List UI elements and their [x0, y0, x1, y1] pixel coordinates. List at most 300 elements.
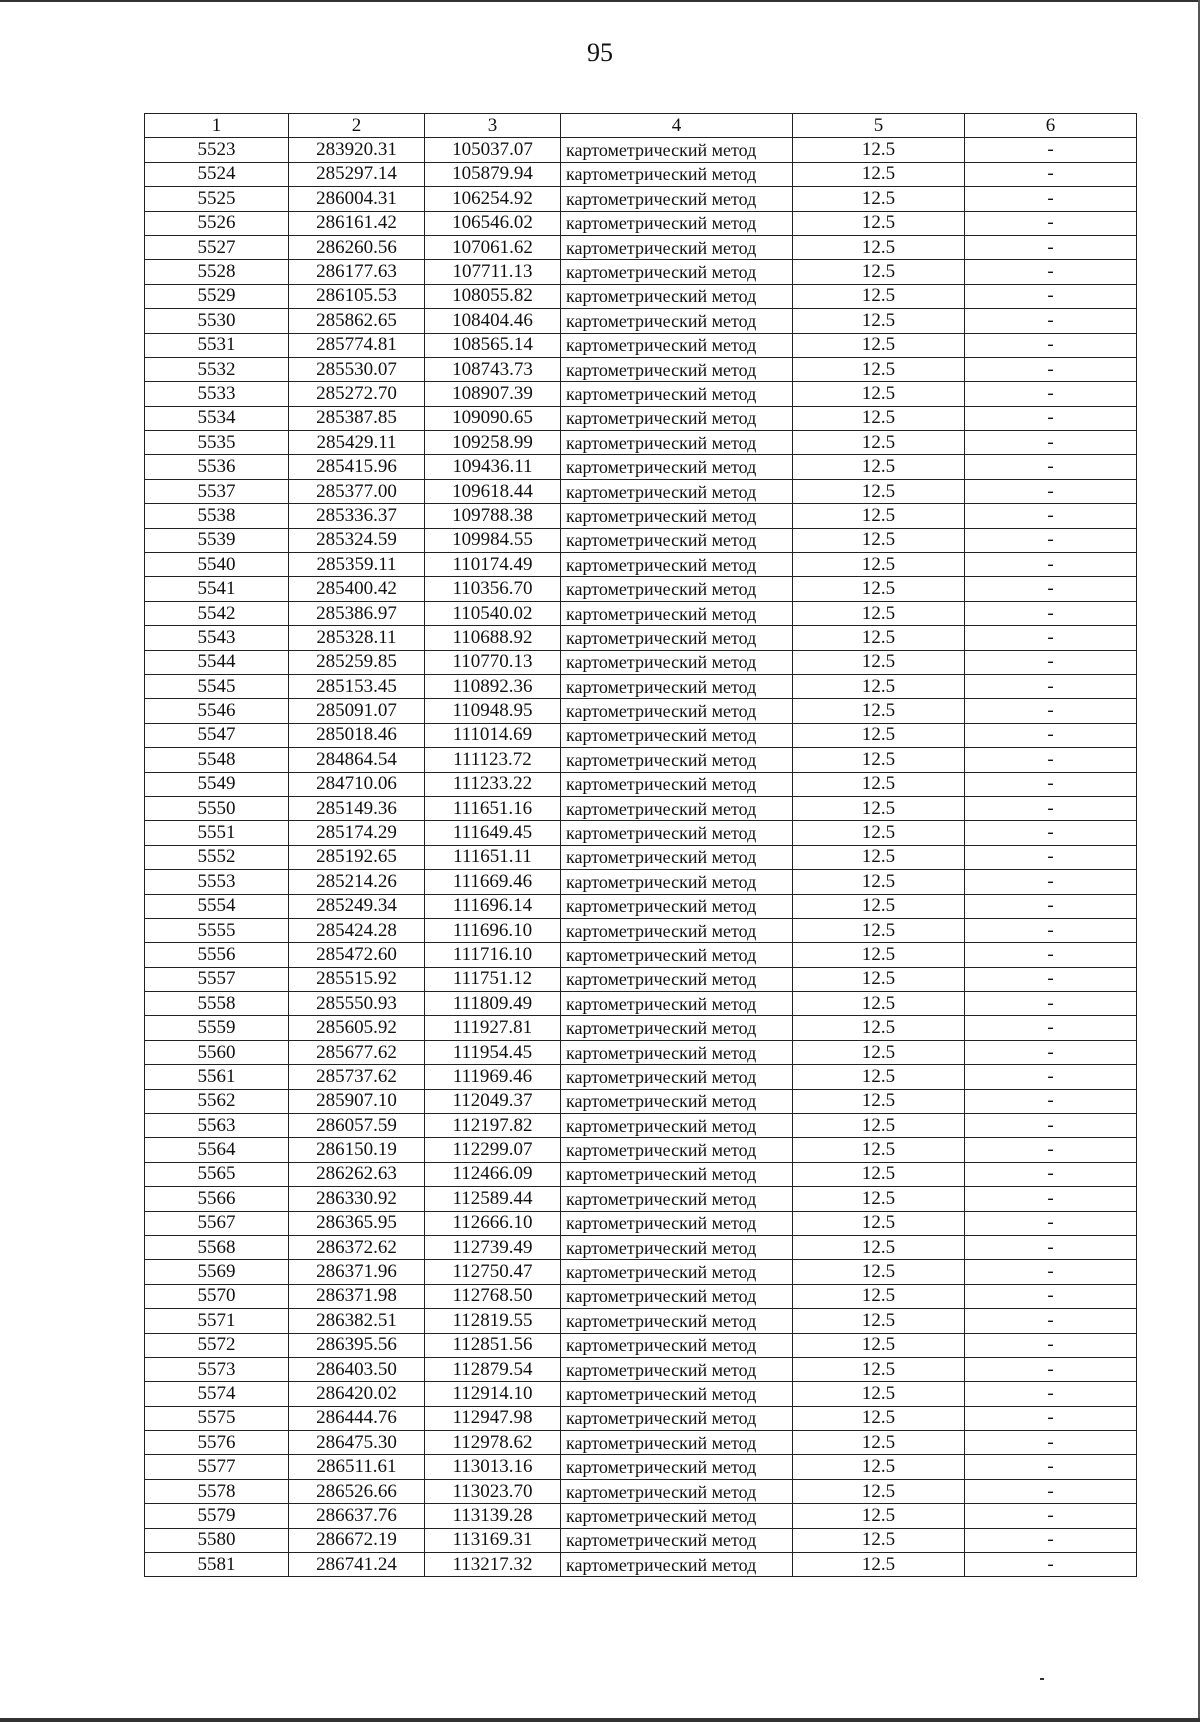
point-number-cell: 5581 — [145, 1553, 289, 1577]
note-cell: - — [965, 772, 1137, 796]
table-row — [145, 553, 1137, 577]
accuracy-cell: 12.5 — [793, 1357, 965, 1381]
note-cell: - — [965, 1114, 1137, 1138]
accuracy-cell: 12.5 — [793, 1187, 965, 1211]
y-coordinate-cell: 113217.32 — [425, 1553, 561, 1577]
x-coordinate-cell: 285472.60 — [289, 943, 425, 967]
table-row — [145, 1333, 1137, 1357]
point-number-cell: 5545 — [145, 674, 289, 698]
y-coordinate-cell: 105879.94 — [425, 162, 561, 186]
note-cell: - — [965, 1211, 1137, 1235]
x-coordinate-cell: 285149.36 — [289, 796, 425, 820]
accuracy-cell: 12.5 — [793, 1333, 965, 1357]
y-coordinate-cell: 112750.47 — [425, 1260, 561, 1284]
y-coordinate-cell: 111651.11 — [425, 845, 561, 869]
method-cell: картометрический метод — [561, 431, 793, 455]
accuracy-cell: 12.5 — [793, 674, 965, 698]
accuracy-cell: 12.5 — [793, 1260, 965, 1284]
note-cell: - — [965, 504, 1137, 528]
note-cell: - — [965, 1162, 1137, 1186]
method-cell: картометрический метод — [561, 845, 793, 869]
table-row — [145, 138, 1137, 162]
table-row — [145, 431, 1137, 455]
method-cell: картометрический метод — [561, 357, 793, 381]
note-cell: - — [965, 1528, 1137, 1552]
y-coordinate-cell: 107711.13 — [425, 260, 561, 284]
accuracy-cell: 12.5 — [793, 601, 965, 625]
accuracy-cell: 12.5 — [793, 918, 965, 942]
x-coordinate-cell: 286403.50 — [289, 1357, 425, 1381]
method-cell: картометрический метод — [561, 479, 793, 503]
accuracy-cell: 12.5 — [793, 748, 965, 772]
note-cell: - — [965, 1089, 1137, 1113]
column-header: 3 — [425, 114, 561, 138]
note-cell: - — [965, 626, 1137, 650]
y-coordinate-cell: 109436.11 — [425, 455, 561, 479]
point-number-cell: 5566 — [145, 1187, 289, 1211]
y-coordinate-cell: 110948.95 — [425, 699, 561, 723]
point-number-cell: 5549 — [145, 772, 289, 796]
accuracy-cell: 12.5 — [793, 1504, 965, 1528]
method-cell: картометрический метод — [561, 1309, 793, 1333]
method-cell: картометрический метод — [561, 455, 793, 479]
x-coordinate-cell: 285192.65 — [289, 845, 425, 869]
method-cell: картометрический метод — [561, 1357, 793, 1381]
accuracy-cell: 12.5 — [793, 187, 965, 211]
accuracy-cell: 12.5 — [793, 479, 965, 503]
x-coordinate-cell: 285424.28 — [289, 918, 425, 942]
accuracy-cell: 12.5 — [793, 1211, 965, 1235]
x-coordinate-cell: 285259.85 — [289, 650, 425, 674]
coordinates-table — [144, 113, 1137, 1577]
table-row — [145, 1504, 1137, 1528]
method-cell: картометрический метод — [561, 699, 793, 723]
point-number-cell: 5548 — [145, 748, 289, 772]
x-coordinate-cell: 286105.53 — [289, 284, 425, 308]
note-cell: - — [965, 1406, 1137, 1430]
point-number-cell: 5556 — [145, 943, 289, 967]
column-header: 1 — [145, 114, 289, 138]
point-number-cell: 5580 — [145, 1528, 289, 1552]
method-cell: картометрический метод — [561, 504, 793, 528]
y-coordinate-cell: 111651.16 — [425, 796, 561, 820]
table-row — [145, 455, 1137, 479]
y-coordinate-cell: 110540.02 — [425, 601, 561, 625]
table-row — [145, 309, 1137, 333]
note-cell: - — [965, 1260, 1137, 1284]
accuracy-cell: 12.5 — [793, 1040, 965, 1064]
point-number-cell: 5576 — [145, 1431, 289, 1455]
y-coordinate-cell: 111696.14 — [425, 894, 561, 918]
point-number-cell: 5565 — [145, 1162, 289, 1186]
note-cell: - — [965, 601, 1137, 625]
note-cell: - — [965, 1333, 1137, 1357]
accuracy-cell: 12.5 — [793, 1162, 965, 1186]
table-row — [145, 796, 1137, 820]
accuracy-cell: 12.5 — [793, 626, 965, 650]
x-coordinate-cell: 286260.56 — [289, 235, 425, 259]
accuracy-cell: 12.5 — [793, 333, 965, 357]
x-coordinate-cell: 286150.19 — [289, 1138, 425, 1162]
table-row — [145, 626, 1137, 650]
method-cell: картометрический метод — [561, 1553, 793, 1577]
method-cell: картометрический метод — [561, 967, 793, 991]
table-row — [145, 382, 1137, 406]
method-cell: картометрический метод — [561, 1455, 793, 1479]
y-coordinate-cell: 112299.07 — [425, 1138, 561, 1162]
note-cell: - — [965, 870, 1137, 894]
note-cell: - — [965, 723, 1137, 747]
accuracy-cell: 12.5 — [793, 455, 965, 479]
accuracy-cell: 12.5 — [793, 1016, 965, 1040]
table-row — [145, 1455, 1137, 1479]
table-row — [145, 1528, 1137, 1552]
y-coordinate-cell: 111669.46 — [425, 870, 561, 894]
point-number-cell: 5532 — [145, 357, 289, 381]
y-coordinate-cell: 111716.10 — [425, 943, 561, 967]
x-coordinate-cell: 286004.31 — [289, 187, 425, 211]
accuracy-cell: 12.5 — [793, 845, 965, 869]
method-cell: картометрический метод — [561, 1138, 793, 1162]
table-row — [145, 821, 1137, 845]
point-number-cell: 5552 — [145, 845, 289, 869]
y-coordinate-cell: 109618.44 — [425, 479, 561, 503]
x-coordinate-cell: 286371.98 — [289, 1284, 425, 1308]
note-cell: - — [965, 162, 1137, 186]
column-header: 5 — [793, 114, 965, 138]
accuracy-cell: 12.5 — [793, 162, 965, 186]
table-row — [145, 162, 1137, 186]
method-cell: картометрический метод — [561, 1114, 793, 1138]
method-cell: картометрический метод — [561, 309, 793, 333]
accuracy-cell: 12.5 — [793, 309, 965, 333]
method-cell: картометрический метод — [561, 796, 793, 820]
accuracy-cell: 12.5 — [793, 431, 965, 455]
accuracy-cell: 12.5 — [793, 1309, 965, 1333]
table-row — [145, 357, 1137, 381]
method-cell: картометрический метод — [561, 1089, 793, 1113]
table-row — [145, 992, 1137, 1016]
note-cell: - — [965, 748, 1137, 772]
point-number-cell: 5543 — [145, 626, 289, 650]
method-cell: картометрический метод — [561, 577, 793, 601]
note-cell: - — [965, 845, 1137, 869]
method-cell: картометрический метод — [561, 1016, 793, 1040]
table-row — [145, 1235, 1137, 1259]
note-cell: - — [965, 235, 1137, 259]
y-coordinate-cell: 112197.82 — [425, 1114, 561, 1138]
method-cell: картометрический метод — [561, 1284, 793, 1308]
accuracy-cell: 12.5 — [793, 553, 965, 577]
table-row — [145, 235, 1137, 259]
x-coordinate-cell: 285377.00 — [289, 479, 425, 503]
method-cell: картометрический метод — [561, 187, 793, 211]
note-cell: - — [965, 333, 1137, 357]
note-cell: - — [965, 187, 1137, 211]
point-number-cell: 5535 — [145, 431, 289, 455]
x-coordinate-cell: 285174.29 — [289, 821, 425, 845]
x-coordinate-cell: 285018.46 — [289, 723, 425, 747]
point-number-cell: 5529 — [145, 284, 289, 308]
note-cell: - — [965, 1235, 1137, 1259]
table-row — [145, 406, 1137, 430]
table-row — [145, 479, 1137, 503]
note-cell: - — [965, 309, 1137, 333]
x-coordinate-cell: 286365.95 — [289, 1211, 425, 1235]
x-coordinate-cell: 285249.34 — [289, 894, 425, 918]
y-coordinate-cell: 109258.99 — [425, 431, 561, 455]
table-row — [145, 918, 1137, 942]
method-cell: картометрический метод — [561, 1504, 793, 1528]
accuracy-cell: 12.5 — [793, 699, 965, 723]
note-cell: - — [965, 357, 1137, 381]
method-cell: картометрический метод — [561, 235, 793, 259]
point-number-cell: 5577 — [145, 1455, 289, 1479]
note-cell: - — [965, 1431, 1137, 1455]
x-coordinate-cell: 285386.97 — [289, 601, 425, 625]
accuracy-cell: 12.5 — [793, 894, 965, 918]
table-row — [145, 1114, 1137, 1138]
x-coordinate-cell: 286741.24 — [289, 1553, 425, 1577]
note-cell: - — [965, 284, 1137, 308]
point-number-cell: 5573 — [145, 1357, 289, 1381]
point-number-cell: 5553 — [145, 870, 289, 894]
point-number-cell: 5554 — [145, 894, 289, 918]
table-row — [145, 894, 1137, 918]
table-row — [145, 187, 1137, 211]
point-number-cell: 5540 — [145, 553, 289, 577]
y-coordinate-cell: 112739.49 — [425, 1235, 561, 1259]
note-cell: - — [965, 967, 1137, 991]
table-row — [145, 1040, 1137, 1064]
table-row — [145, 1065, 1137, 1089]
table-row — [145, 1187, 1137, 1211]
accuracy-cell: 12.5 — [793, 1455, 965, 1479]
note-cell: - — [965, 894, 1137, 918]
method-cell: картометрический метод — [561, 674, 793, 698]
method-cell: картометрический метод — [561, 918, 793, 942]
table-row — [145, 1431, 1137, 1455]
table-row — [145, 1260, 1137, 1284]
note-cell: - — [965, 382, 1137, 406]
y-coordinate-cell: 105037.07 — [425, 138, 561, 162]
method-cell: картометрический метод — [561, 1162, 793, 1186]
column-header: 6 — [965, 114, 1137, 138]
table-row — [145, 748, 1137, 772]
column-header: 2 — [289, 114, 425, 138]
y-coordinate-cell: 110688.92 — [425, 626, 561, 650]
x-coordinate-cell: 285429.11 — [289, 431, 425, 455]
y-coordinate-cell: 107061.62 — [425, 235, 561, 259]
method-cell: картометрический метод — [561, 1040, 793, 1064]
point-number-cell: 5558 — [145, 992, 289, 1016]
method-cell: картометрический метод — [561, 870, 793, 894]
y-coordinate-cell: 112666.10 — [425, 1211, 561, 1235]
point-number-cell: 5539 — [145, 528, 289, 552]
x-coordinate-cell: 285359.11 — [289, 553, 425, 577]
table-row — [145, 601, 1137, 625]
table-row — [145, 1479, 1137, 1503]
point-number-cell: 5578 — [145, 1479, 289, 1503]
x-coordinate-cell: 285328.11 — [289, 626, 425, 650]
y-coordinate-cell: 109984.55 — [425, 528, 561, 552]
y-coordinate-cell: 112049.37 — [425, 1089, 561, 1113]
method-cell: картометрический метод — [561, 1333, 793, 1357]
method-cell: картометрический метод — [561, 1382, 793, 1406]
note-cell: - — [965, 479, 1137, 503]
y-coordinate-cell: 112466.09 — [425, 1162, 561, 1186]
table-header-row — [145, 114, 1137, 138]
x-coordinate-cell: 286371.96 — [289, 1260, 425, 1284]
y-coordinate-cell: 108404.46 — [425, 309, 561, 333]
y-coordinate-cell: 111696.10 — [425, 918, 561, 942]
y-coordinate-cell: 110356.70 — [425, 577, 561, 601]
accuracy-cell: 12.5 — [793, 772, 965, 796]
method-cell: картометрический метод — [561, 528, 793, 552]
y-coordinate-cell: 113169.31 — [425, 1528, 561, 1552]
accuracy-cell: 12.5 — [793, 821, 965, 845]
table-row — [145, 1357, 1137, 1381]
method-cell: картометрический метод — [561, 1187, 793, 1211]
y-coordinate-cell: 113013.16 — [425, 1455, 561, 1479]
point-number-cell: 5574 — [145, 1382, 289, 1406]
table-row — [145, 967, 1137, 991]
point-number-cell: 5544 — [145, 650, 289, 674]
y-coordinate-cell: 110770.13 — [425, 650, 561, 674]
x-coordinate-cell: 286475.30 — [289, 1431, 425, 1455]
x-coordinate-cell: 286057.59 — [289, 1114, 425, 1138]
method-cell: картометрический метод — [561, 723, 793, 747]
table-row — [145, 650, 1137, 674]
y-coordinate-cell: 111969.46 — [425, 1065, 561, 1089]
table-row — [145, 1284, 1137, 1308]
table-row — [145, 699, 1137, 723]
method-cell: картометрический метод — [561, 333, 793, 357]
note-cell: - — [965, 528, 1137, 552]
method-cell: картометрический метод — [561, 1235, 793, 1259]
note-cell: - — [965, 1504, 1137, 1528]
x-coordinate-cell: 285737.62 — [289, 1065, 425, 1089]
point-number-cell: 5564 — [145, 1138, 289, 1162]
x-coordinate-cell: 285153.45 — [289, 674, 425, 698]
note-cell: - — [965, 821, 1137, 845]
note-cell: - — [965, 1382, 1137, 1406]
method-cell: картометрический метод — [561, 1065, 793, 1089]
accuracy-cell: 12.5 — [793, 992, 965, 1016]
note-cell: - — [965, 650, 1137, 674]
scan-speck — [1040, 1678, 1044, 1680]
accuracy-cell: 12.5 — [793, 1431, 965, 1455]
note-cell: - — [965, 1455, 1137, 1479]
note-cell: - — [965, 992, 1137, 1016]
note-cell: - — [965, 1553, 1137, 1577]
note-cell: - — [965, 1309, 1137, 1333]
point-number-cell: 5561 — [145, 1065, 289, 1089]
note-cell: - — [965, 796, 1137, 820]
accuracy-cell: 12.5 — [793, 1114, 965, 1138]
table-row — [145, 1309, 1137, 1333]
method-cell: картометрический метод — [561, 138, 793, 162]
method-cell: картометрический метод — [561, 1479, 793, 1503]
x-coordinate-cell: 285550.93 — [289, 992, 425, 1016]
accuracy-cell: 12.5 — [793, 235, 965, 259]
method-cell: картометрический метод — [561, 382, 793, 406]
y-coordinate-cell: 112879.54 — [425, 1357, 561, 1381]
y-coordinate-cell: 108743.73 — [425, 357, 561, 381]
x-coordinate-cell: 285677.62 — [289, 1040, 425, 1064]
x-coordinate-cell: 286177.63 — [289, 260, 425, 284]
note-cell: - — [965, 1138, 1137, 1162]
table-row — [145, 1382, 1137, 1406]
note-cell: - — [965, 674, 1137, 698]
table-row — [145, 284, 1137, 308]
column-header: 4 — [561, 114, 793, 138]
note-cell: - — [965, 455, 1137, 479]
x-coordinate-cell: 285415.96 — [289, 455, 425, 479]
point-number-cell: 5562 — [145, 1089, 289, 1113]
x-coordinate-cell: 286526.66 — [289, 1479, 425, 1503]
method-cell: картометрический метод — [561, 626, 793, 650]
point-number-cell: 5524 — [145, 162, 289, 186]
accuracy-cell: 12.5 — [793, 1553, 965, 1577]
y-coordinate-cell: 111233.22 — [425, 772, 561, 796]
point-number-cell: 5541 — [145, 577, 289, 601]
accuracy-cell: 12.5 — [793, 504, 965, 528]
table-row — [145, 504, 1137, 528]
accuracy-cell: 12.5 — [793, 1138, 965, 1162]
table-row — [145, 211, 1137, 235]
y-coordinate-cell: 108907.39 — [425, 382, 561, 406]
y-coordinate-cell: 113139.28 — [425, 1504, 561, 1528]
table-row — [145, 333, 1137, 357]
x-coordinate-cell: 286637.76 — [289, 1504, 425, 1528]
method-cell: картометрический метод — [561, 992, 793, 1016]
point-number-cell: 5538 — [145, 504, 289, 528]
method-cell: картометрический метод — [561, 211, 793, 235]
point-number-cell: 5530 — [145, 309, 289, 333]
x-coordinate-cell: 285387.85 — [289, 406, 425, 430]
note-cell: - — [965, 1187, 1137, 1211]
table-row — [145, 1406, 1137, 1430]
method-cell: картометрический метод — [561, 650, 793, 674]
note-cell: - — [965, 699, 1137, 723]
method-cell: картометрический метод — [561, 162, 793, 186]
point-number-cell: 5569 — [145, 1260, 289, 1284]
table-row — [145, 845, 1137, 869]
point-number-cell: 5533 — [145, 382, 289, 406]
method-cell: картометрический метод — [561, 260, 793, 284]
point-number-cell: 5575 — [145, 1406, 289, 1430]
point-number-cell: 5537 — [145, 479, 289, 503]
y-coordinate-cell: 111954.45 — [425, 1040, 561, 1064]
method-cell: картометрический метод — [561, 821, 793, 845]
accuracy-cell: 12.5 — [793, 796, 965, 820]
x-coordinate-cell: 285214.26 — [289, 870, 425, 894]
x-coordinate-cell: 285530.07 — [289, 357, 425, 381]
x-coordinate-cell: 286420.02 — [289, 1382, 425, 1406]
method-cell: картометрический метод — [561, 1211, 793, 1235]
note-cell: - — [965, 1479, 1137, 1503]
scan-edge-bottom — [0, 1718, 1200, 1722]
point-number-cell: 5523 — [145, 138, 289, 162]
note-cell: - — [965, 431, 1137, 455]
x-coordinate-cell: 286395.56 — [289, 1333, 425, 1357]
accuracy-cell: 12.5 — [793, 1089, 965, 1113]
table-row — [145, 1138, 1137, 1162]
accuracy-cell: 12.5 — [793, 260, 965, 284]
x-coordinate-cell: 285774.81 — [289, 333, 425, 357]
table-row — [145, 674, 1137, 698]
